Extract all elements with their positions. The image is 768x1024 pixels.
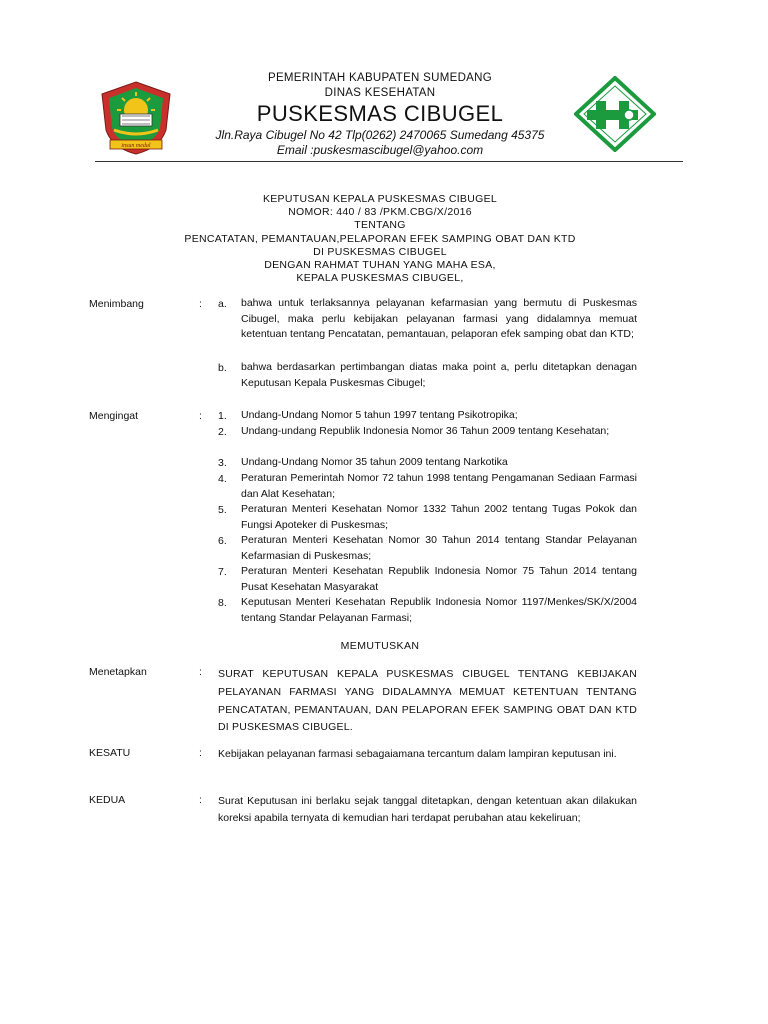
header-department: DINAS KESEHATAN <box>324 87 436 99</box>
puskesmas-logo <box>574 76 656 152</box>
title-line: DENGAN RAHMAT TUHAN YANG MAHA ESA, <box>264 259 496 272</box>
kedua-text: Surat Keputusan ini berlaku sejak tanggal ditetapkan, dengan ketentuan akan dilakukan koreksi apabila ternyata di kemudian hari terdapat perubahan atau kekeliruan; <box>218 795 637 824</box>
mengingat-item-3: Undang-Undang Nomor 35 tahun 2009 tentang Narkotika <box>241 456 508 468</box>
menimbang-colon: : <box>199 298 202 310</box>
list-marker: 6. <box>218 535 227 547</box>
menetapkan-colon: : <box>199 666 202 678</box>
title-line: KEPALA PUSKESMAS CIBUGEL, <box>296 272 464 285</box>
list-marker: 3. <box>218 457 227 469</box>
menimbang-label: Menimbang <box>89 298 144 310</box>
mengingat-item-6: Peraturan Menteri Kesehatan Nomor 30 Tahun 2014 tentang Standar Pelayanan Kefarmasian di Puskesmas; <box>241 534 637 562</box>
decree-title <box>110 193 650 285</box>
mengingat-item-7: Peraturan Menteri Kesehatan Republik Indonesia Nomor 75 Tahun 2014 tentang Pusat Kesehatan Masyarakat <box>241 565 637 593</box>
list-marker: 2. <box>218 426 227 438</box>
list-marker: b. <box>218 362 227 374</box>
title-line: TENTANG <box>354 219 406 232</box>
header-email: Email :puskesmascibugel@yahoo.com <box>276 143 484 157</box>
list-marker: a. <box>218 298 227 310</box>
mengingat-item-2: Undang-undang Republik Indonesia Nomor 36 Tahun 2009 tentang Kesehatan; <box>241 425 610 437</box>
mengingat-item-1: Undang-Undang Nomor 5 tahun 1997 tentang Psikotropika; <box>241 409 518 421</box>
memutuskan-heading: MEMUTUSKAN <box>340 640 420 652</box>
header-address: Jln.Raya Cibugel No 42 Tlp(0262) 2470065 Sumedang 45375 <box>215 128 545 142</box>
logo-motto: insun medal <box>121 143 151 149</box>
list-marker: 7. <box>218 566 227 578</box>
header-government: PEMERINTAH KABUPATEN SUMEDANG <box>267 72 493 84</box>
list-marker: 1. <box>218 410 227 422</box>
mengingat-item-8: Keputusan Menteri Kesehatan Republik Indonesia Nomor 1197/Menkes/SK/X/2004 tentang Standar Pelayanan Farmasi; <box>241 596 637 624</box>
title-line: NOMOR: 440 / 83 /PKM.CBG/X/2016 <box>288 206 472 219</box>
list-marker: 4. <box>218 473 227 485</box>
menimbang-item-b: bahwa berdasarkan pertimbangan diatas maka point a, perlu ditetapkan denagan Keputusan Kepala Puskesmas Cibugel; <box>241 361 637 389</box>
header-divider <box>95 161 683 162</box>
mengingat-item-5: Peraturan Menteri Kesehatan Nomor 1332 Tahun 2002 tentang Tugas Pokok dan Fungsi Apoteker di Puskesmas; <box>241 503 637 531</box>
sumedang-emblem-logo <box>100 80 172 156</box>
kedua-label: KEDUA <box>89 794 126 806</box>
header-puskesmas-name: PUSKESMAS CIBUGEL <box>256 101 504 126</box>
list-marker: 5. <box>218 504 227 516</box>
menetapkan-text: SURAT KEPUTUSAN KEPALA PUSKESMAS CIBUGEL TENTANG KEBIJAKAN PELAYANAN FARMASI YANG DIDALAMNYA MEMUAT KETENTUAN TENTANG PENCATATAN, PEMANTAUAN, DAN PELAPORAN EFEK SAMPING OBAT DAN KTD DI PUSKESMAS CIBUGEL. <box>218 668 637 734</box>
title-line: PENCATATAN, PEMANTAUAN,PELAPORAN EFEK SAMPING OBAT DAN KTD <box>184 232 576 245</box>
mengingat-label: Mengingat <box>89 410 139 422</box>
title-line: DI PUSKESMAS CIBUGEL <box>313 245 447 258</box>
mengingat-colon: : <box>199 410 202 422</box>
mengingat-item-4: Peraturan Pemerintah Nomor 72 tahun 1998 tentang Pengamanan Sediaan Farmasi dan Alat Kesehatan; <box>241 472 637 500</box>
menetapkan-label: Menetapkan <box>89 666 147 678</box>
kesatu-colon: : <box>199 747 202 759</box>
kesatu-label: KESATU <box>89 747 131 759</box>
menimbang-item-a: bahwa untuk terlaksannya pelayanan kefarmasian yang bermutu di Puskesmas Cibugel, maka perlu kebijakan pelayanan farmasi yang didalamnya memuat ketentuan tentang Pencatatan, pemantauan, pelaporan efek samping obat dan KTD; <box>241 297 637 341</box>
title-line: KEPUTUSAN KEPALA PUSKESMAS CIBUGEL <box>262 193 498 205</box>
kesatu-text: Kebijakan pelayanan farmasi sebagaiamana tercantum dalam lampiran keputusan ini. <box>218 748 617 760</box>
kedua-colon: : <box>199 794 202 806</box>
list-marker: 8. <box>218 597 227 609</box>
